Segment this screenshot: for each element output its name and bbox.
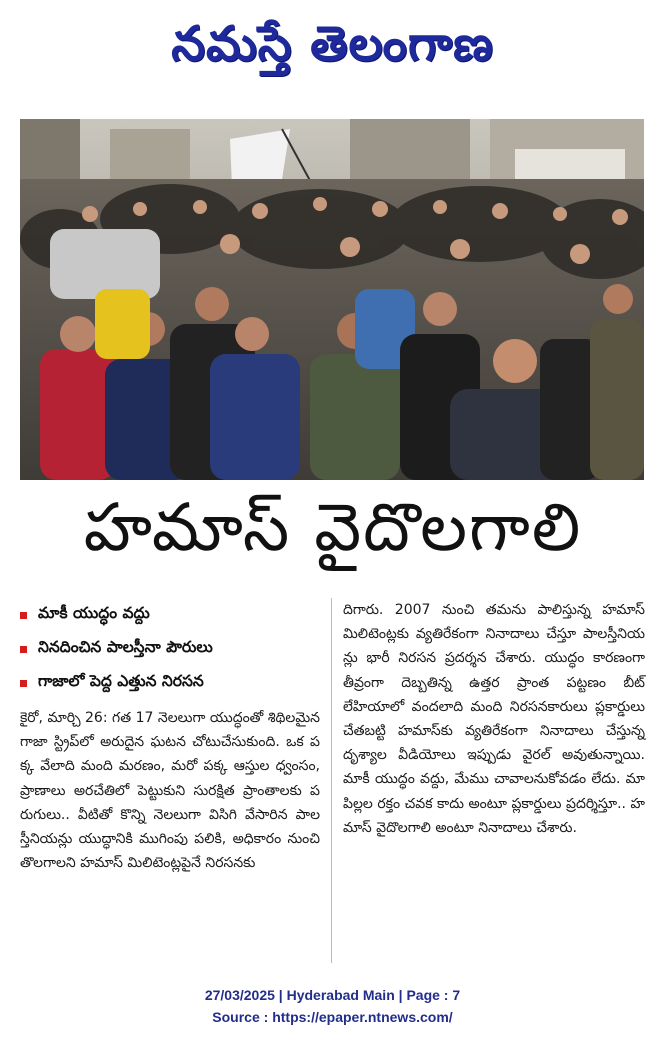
article-right-column bbox=[343, 598, 645, 840]
article-headline bbox=[18, 490, 648, 580]
bullet-square-icon bbox=[20, 680, 27, 687]
bullet-text: నినదించిన పాలస్తీనా పౌరులు bbox=[38, 638, 213, 656]
article-body-right: దిగారు. 2007 నుంచి తమను పాలిస్తున్న హమాస్ మిలిటెంట్లకు వ్యతిరేకంగా నినాదాలు చేస్తూ పాలస్తీనియన్లు భారీ నిరసన ప్రదర్శన చేశారు. యుద్ధం కారణంగా తీవ్రంగా దెబ్బతిన్న ఉత్తర ప్రాంత పట్టణం బీట్ లేహియాలో వందలాది మంది నిరసనకారులు ప్లకార్డులు చేతబట్టి హమాస్‌కు వ్యతిరేకంగా నినాదాలు చేస్తున్న దృశ్యాల వీడియోలు ఇప్పుడు వైరల్ అవుతున్నాయి. మాకీ యుద్ధం వద్దు, మేము చావాలనుకోవడం లేదు. మా పిల్లల రక్తం చవక కాదు అంటూ ప్లకార్డులు ప్రదర్శిస్తూ.. హమాస్ వైదొలగాలి అంటూ నినాదాలు చేశారు. bbox=[343, 602, 645, 836]
newspaper-logo: నమస్తే తెలంగాణ bbox=[171, 16, 494, 72]
news-photo bbox=[20, 119, 644, 480]
article-left-column bbox=[20, 598, 320, 875]
bullet-square-icon bbox=[20, 646, 27, 653]
bullet-point bbox=[20, 666, 320, 700]
crowd-protest-photo bbox=[20, 119, 644, 480]
bullet-text: మాకీ యుద్ధం వద్దు bbox=[38, 604, 150, 622]
footer-source-link[interactable]: Source : https://epaper.ntnews.com/ bbox=[212, 1009, 453, 1025]
bullet-square-icon bbox=[20, 612, 27, 619]
headline-text: హమాస్ వైదొలగాలి bbox=[83, 488, 583, 566]
masthead bbox=[0, 0, 665, 100]
bullet-point bbox=[20, 598, 320, 632]
bullet-text: గాజాలో పెద్ద ఎత్తున నిరసన bbox=[38, 672, 204, 690]
footer-edition-info: 27/03/2025 | Hyderabad Main | Page : 7 bbox=[204, 987, 461, 1003]
column-divider bbox=[331, 598, 332, 963]
page-footer bbox=[0, 984, 665, 1028]
article-body-left: కైరో, మార్చి 26: గత 17 నెలలుగా యుద్ధంతో శిథిలమైన గాజా స్ట్రిప్‌లో అరుదైన ఘటన చోటుచేసుకుంది. ఒక పక్క వేలాది మంది మరణం, మరో పక్క ఆస్తుల ధ్వంసం, ప్రాణాలు అరచేతిలో పెట్టుకుని సురక్షిత ప్రాంతాలకు పరుగులు.. వీటితో కొన్ని నెలలుగా విసిగి వేసారిన పాలస్తీనియన్లు యుద్ధానికి ముగింపు పలికి, అధికారం నుంచి తొలగాలని హమాస్ మిలిటెంట్లపైనే నిరసనకు bbox=[20, 710, 320, 872]
bullet-point bbox=[20, 632, 320, 666]
